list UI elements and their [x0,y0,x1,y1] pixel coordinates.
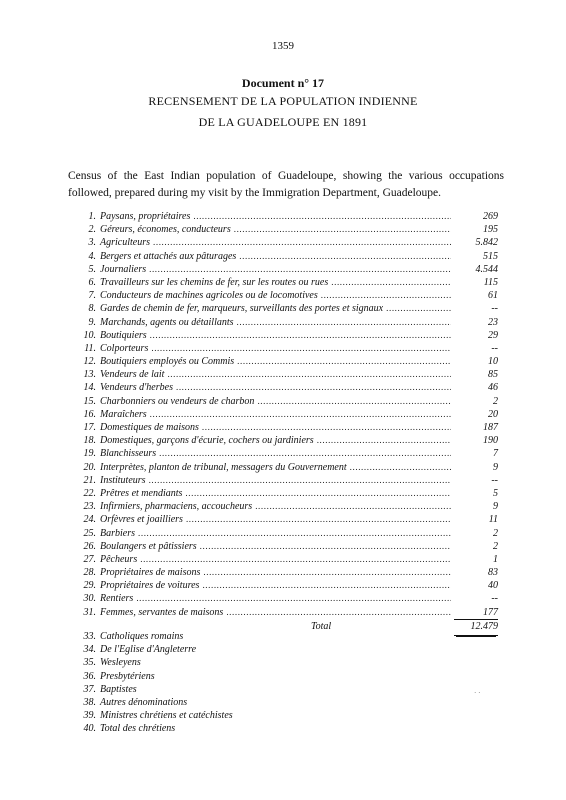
occupation-row [68,566,498,579]
dot-leader [167,368,451,381]
occupation-row [68,342,498,355]
religion-label: Total des chrétiens [100,723,176,735]
occupation-row [68,553,498,566]
dot-leader [234,223,451,236]
religion-row [68,683,368,696]
occupation-value: 2 [493,527,498,539]
heading-line-2: DE LA GUADELOUPE EN 1891 [198,115,368,129]
religion-label: Ministres chrétiens et catéchistes [100,710,233,722]
occupation-row [68,263,498,276]
row-number: 22. [83,487,96,499]
dot-leader [226,606,451,619]
dot-leader [202,421,451,434]
row-number: 4. [88,250,96,262]
dot-leader [202,579,451,592]
total-value: 12.479 [454,620,498,636]
occupation-label: Journaliers [100,263,147,275]
occupation-list [68,210,498,634]
dot-leader [140,553,451,566]
dot-leader [138,527,451,540]
row-number: 20. [83,461,96,473]
row-number: 11. [84,342,96,354]
row-number: 38. [83,696,96,708]
occupation-value: -- [491,593,498,605]
row-number: 39. [83,710,96,722]
occupation-label: Prêtres et mendiants [100,487,183,499]
heading-line-1: RECENSEMENT DE LA POPULATION INDIENNE [148,94,418,108]
dot-leader [149,474,451,487]
occupation-row [68,434,498,447]
occupation-value: 190 [483,435,498,447]
occupation-value: 115 [483,276,498,288]
occupation-value: 23 [488,316,498,328]
row-number: 31. [83,606,96,618]
dot-leader [386,302,451,315]
row-number: 5. [88,263,96,275]
dot-leader [255,500,451,513]
occupation-row [68,329,498,342]
occupation-label: Rentiers [100,593,134,605]
dot-leader [239,250,451,263]
occupation-row [68,474,498,487]
row-number: 33. [83,631,96,642]
row-number: 27. [83,553,96,565]
row-number: 34. [83,644,96,656]
occupation-label: Propriétaires de voitures [100,580,200,592]
occupation-row [68,540,498,553]
occupation-label: Travailleurs sur les chemins de fer, sur les routes ou rues [100,276,329,288]
occupation-row [68,210,498,223]
occupation-label: Femmes, servantes de maisons [100,606,224,618]
occupation-label: Boutiquiers [100,329,147,341]
occupation-value: 2 [493,540,498,552]
dot-leader [350,461,451,474]
occupation-value: -- [491,342,498,354]
document-title: Document n° 17 [241,76,325,90]
occupation-value: 269 [483,211,498,222]
row-number: 36. [83,670,96,682]
dot-leader [257,395,451,408]
religion-row [68,670,368,683]
religion-row [68,709,368,722]
row-number: 7. [88,290,96,302]
occupation-row [68,223,498,236]
occupation-row [68,500,498,513]
occupation-label: Barbiers [100,527,135,539]
page-number: 1359 [272,40,294,52]
occupation-label: Vendeurs d'herbes [100,382,173,394]
row-number: 30. [83,593,96,605]
intro-paragraph: Census of the East Indian population of Guadeloupe, showing the various occupations followed, prepared during my visit by the Immigration Department, Guadeloupe. [68,170,504,199]
dot-leader [150,408,451,421]
occupation-value: 29 [488,329,498,341]
occupation-value: 187 [483,422,498,433]
dot-leader [136,592,451,605]
row-number: 13. [83,369,96,381]
occupation-value: 7 [493,448,498,460]
occupation-row [68,447,498,460]
occupation-row [68,289,498,302]
row-number: 14. [83,382,96,394]
row-number: 18. [83,435,96,447]
occupation-label: Paysans, propriétaires [100,211,191,222]
dot-leader [153,236,451,249]
occupation-label: Gardes de chemin de fer, marqueurs, surveillants des portes et signaux [100,303,384,315]
religion-label: Baptistes [100,683,137,695]
occupation-value: 20 [488,408,498,420]
row-number: 6. [88,276,96,288]
row-number: 35. [83,657,96,669]
dot-leader [200,540,451,553]
religion-label: Autres dénominations [100,696,188,708]
occupation-label: Propriétaires de maisons [100,567,201,579]
occupation-value: 11 [488,514,498,526]
occupation-label: Boulangers et pâtissiers [100,540,197,552]
row-number: 19. [83,448,96,460]
occupation-row [68,236,498,249]
occupation-row [68,606,498,619]
occupation-label: Vendeurs de lait [100,369,165,381]
row-number: 21. [83,474,96,486]
dot-leader [237,355,451,368]
occupation-row [68,527,498,540]
dot-leader [151,342,451,355]
row-number: 23. [83,501,96,513]
occupation-label: Interprètes, planton de tribunal, messagers du Gouvernement [100,461,347,473]
occupation-label: Blanchisseurs [100,448,157,460]
occupation-value: 5.842 [475,237,498,249]
occupation-label: Charbonniers ou vendeurs de charbon [100,395,255,407]
occupation-row [68,368,498,381]
dot-leader [317,434,451,447]
occupation-row [68,395,498,408]
occupation-row [68,579,498,592]
dot-leader [186,513,451,526]
occupation-row [68,408,498,421]
dot-leader [185,487,451,500]
occupation-label: Marchands, agents ou détaillants [100,316,234,328]
row-number: 26. [83,540,96,552]
occupation-row [68,513,498,526]
row-number: 1. [88,211,96,222]
occupation-value: 195 [483,224,498,236]
religion-row [68,696,368,709]
occupation-value: 1 [493,553,498,565]
occupation-label: Domestiques, garçons d'écurie, cochers ou jardiniers [100,435,314,447]
dot-leader [193,210,451,223]
occupation-value: 9 [493,461,498,473]
occupation-value: 4.544 [475,263,498,275]
occupation-value: 2 [493,395,498,407]
row-number: 3. [88,237,96,249]
occupation-row [68,276,498,289]
dot-leader [150,329,451,342]
row-number: 9. [88,316,96,328]
row-number: 29. [83,580,96,592]
occupation-label: Orfèvres et joailliers [100,514,183,526]
occupation-value: 85 [488,369,498,381]
dot-leader [149,263,451,276]
occupation-label: Conducteurs de machines agricoles ou de locomotives [100,290,318,302]
occupation-row [68,250,498,263]
occupation-label: Instituteurs [100,474,146,486]
religion-row [68,630,368,643]
occupation-label: Pêcheurs [100,553,138,565]
occupation-value: 515 [483,250,498,262]
religion-row [68,656,368,669]
occupation-label: Boutiquiers employés ou Commis [100,356,235,368]
occupation-label: Géreurs, économes, conducteurs [100,224,231,236]
religion-label: De l'Eglise d'Angleterre [100,644,197,656]
religion-row [68,643,368,656]
occupation-row [68,421,498,434]
occupation-row [68,316,498,329]
row-number: 12. [83,356,96,368]
row-number: 15. [83,395,96,407]
dot-leader [237,316,451,329]
occupation-value: 9 [493,501,498,513]
occupation-value: 5 [493,487,498,499]
occupation-value: -- [491,474,498,486]
occupation-value: 177 [454,606,498,620]
religion-list [68,630,368,736]
total-label: Total [311,620,332,632]
row-number: 37. [83,683,96,695]
occupation-row [68,592,498,605]
religion-label: Presbytériens [100,670,155,682]
occupation-value: 61 [488,290,498,302]
occupation-row [68,461,498,474]
dot-leader [321,289,451,302]
occupation-label: Agriculteurs [100,237,150,249]
row-number: 16. [83,408,96,420]
dot-leader [331,276,451,289]
row-number: 40. [83,723,96,735]
occupation-label: Colporteurs [100,342,149,354]
row-number: 10. [83,329,96,341]
row-number: 8. [88,303,96,315]
religion-label: Catholiques romains [100,631,184,642]
occupation-value: -- [491,303,498,315]
dot-leader [159,447,451,460]
occupation-row [68,302,498,315]
occupation-value: 40 [488,580,498,592]
occupation-row [68,487,498,500]
religion-row [68,722,368,735]
religion-label: Wesleyens [100,657,141,669]
occupation-row [68,381,498,394]
occupation-row [68,355,498,368]
occupation-value: 83 [488,567,498,579]
occupation-value: 10 [488,356,498,368]
dot-leader [176,381,451,394]
occupation-label: Maraîchers [100,408,147,420]
row-number: 28. [83,567,96,579]
row-number: 17. [83,422,96,433]
occupation-label: Infirmiers, pharmaciens, accoucheurs [100,501,253,513]
scan-speck: · · [474,689,481,697]
occupation-value: 46 [488,382,498,394]
occupation-label: Domestiques de maisons [100,422,199,433]
row-number: 24. [83,514,96,526]
occupation-label: Bergers et attachés aux pâturages [100,250,237,262]
row-number: 25. [83,527,96,539]
row-number: 2. [88,224,96,236]
dot-leader [203,566,451,579]
